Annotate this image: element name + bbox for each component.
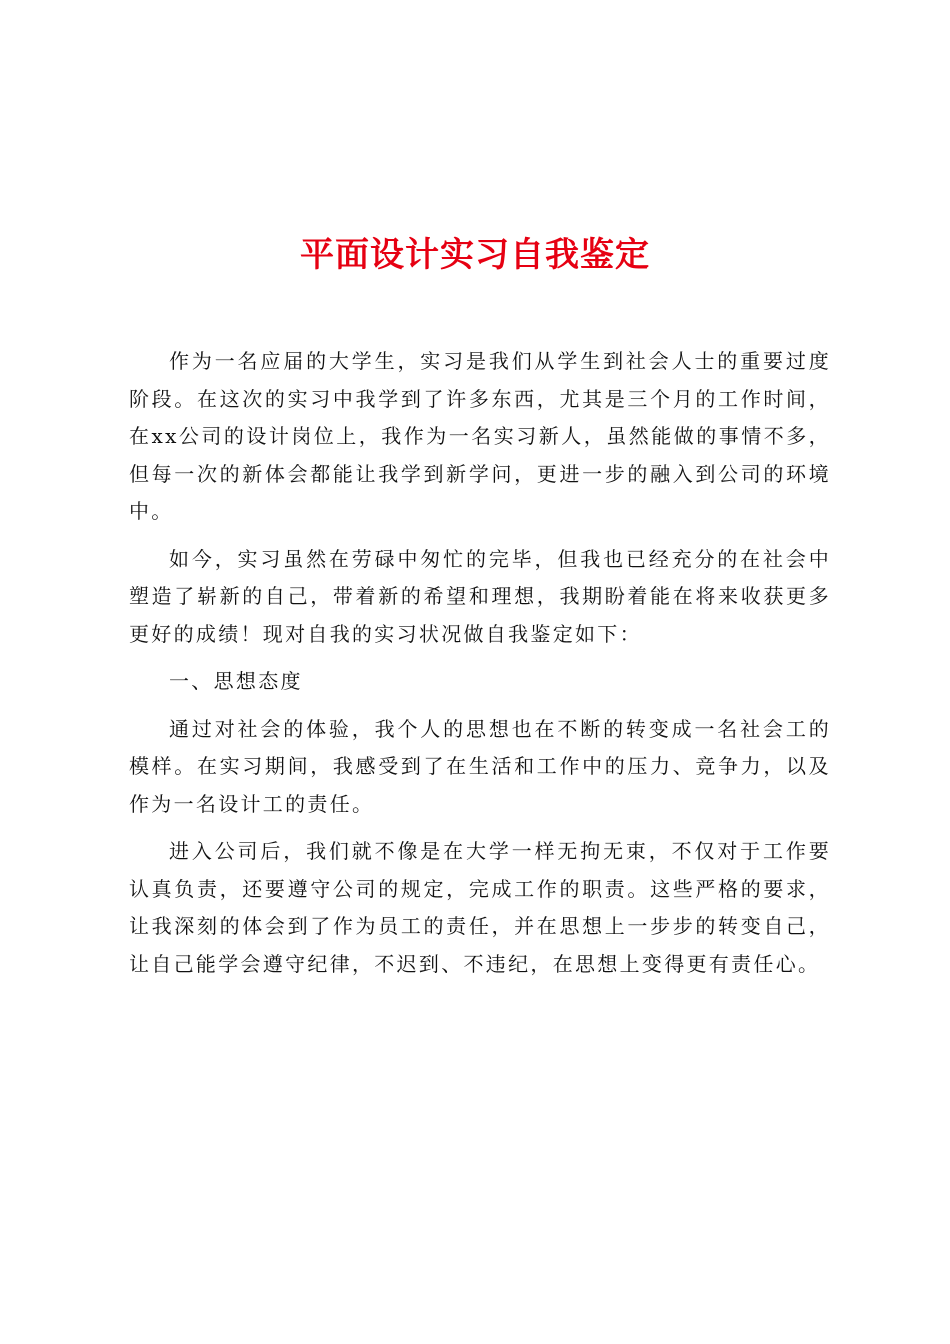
section-heading-thought-attitude: 一、思想态度	[169, 669, 303, 693]
document-body	[129, 343, 831, 983]
paragraph-thought-1: 通过对社会的体验，我个人的思想也在不断的转变成一名社会工的模样。在实习期间，我感受到了在生活和工作中的压力、竞争力，以及作为一名设计工的责任。	[129, 716, 831, 816]
paragraph-summary: 如今，实习虽然在劳碌中匆忙的完毕，但我也已经充分的在社会中塑造了崭新的自己，带着新的希望和理想，我期盼着能在将来收获更多更好的成绩！现对自我的实习状况做自我鉴定如下：	[129, 546, 831, 646]
paragraph-intro: 作为一名应届的大学生，实习是我们从学生到社会人士的重要过度阶段。在这次的实习中我学到了许多东西，尤其是三个月的工作时间，在xx公司的设计岗位上，我作为一名实习新人，虽然能做的事情不多，但每一次的新体会都能让我学到新学问，更进一步的融入到公司的环境中。	[129, 349, 831, 523]
paragraph-thought-2: 进入公司后，我们就不像是在大学一样无拘无束，不仅对于工作要认真负责，还要遵守公司的规定，完成工作的职责。这些严格的要求，让我深刻的体会到了作为员工的责任，并在思想上一步步的转变自己，让自己能学会遵守纪律，不迟到、不违纪，在思想上变得更有责任心。	[129, 839, 831, 976]
document-title: 平面设计实习自我鉴定	[300, 234, 650, 275]
